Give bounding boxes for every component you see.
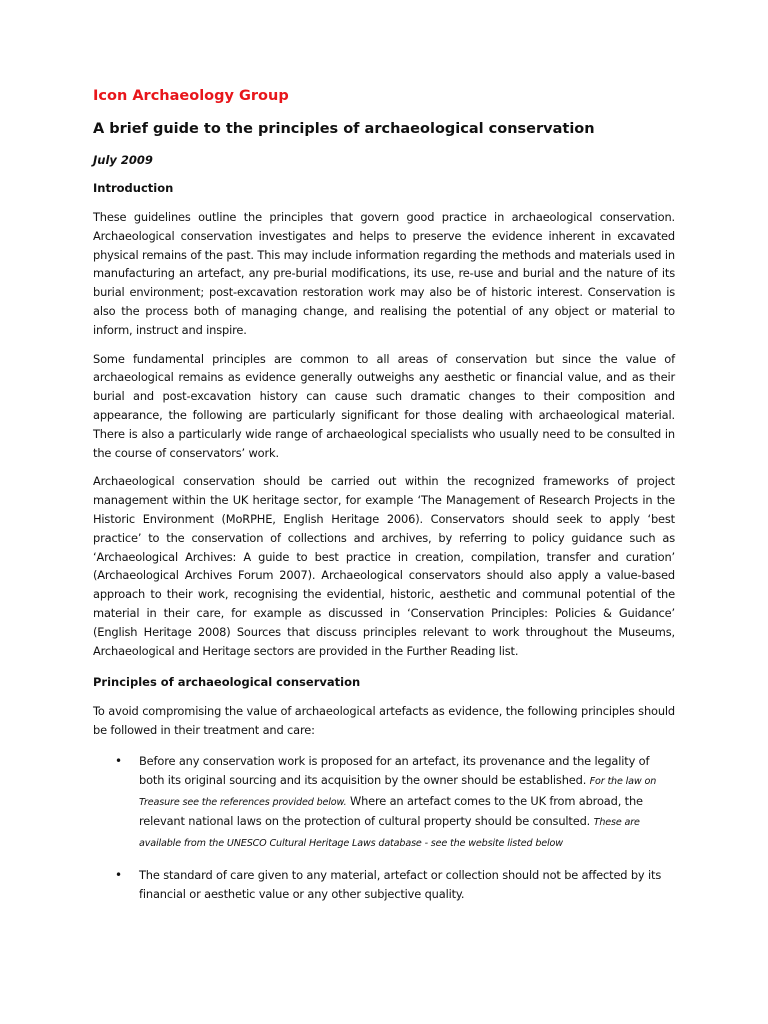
intro-paragraph-1: These guidelines outline the principles that govern good practice in archaeological conservation. Archaeological conservation investigates and helps to preserve the evidence inherent in excavated physical remains of the past. This may include information regarding the methods and materials used in manufacturing an artefact, any pre-burial modifications, its use, re-use and burial and the nature of its burial environment; post-excavation restoration work may also be of historic interest. Conservation is also the process both of managing change, and realising the potential of any object or material to inform, instruct and inspire. [93, 210, 675, 337]
bullet-icon: • [115, 753, 122, 768]
org-name: Icon Archaeology Group [93, 88, 289, 104]
bullet-text: Before any conservation work is proposed for an artefact, its provenance and the legality of both its original sourcing and its acquisition by the owner should be established. [139, 753, 650, 787]
bullet-icon: • [115, 867, 122, 882]
bullet-text: The standard of care given to any material, artefact or collection should not be affected by its financial or aesthetic value or any other subjective quality. [139, 867, 662, 901]
principles-heading: Principles of archaeological conservation [93, 675, 361, 690]
list-item [93, 866, 675, 904]
bullet-note: These are available from the UNESCO Cultural Heritage Laws database - see the website listed below [139, 817, 640, 850]
intro-paragraph-2: Some fundamental principles are common to all areas of conservation but since the value of archaeological remains as evidence generally outweighs any aesthetic or financial value, and as their burial and post-excavation history can cause such dramatic changes to their composition and appearance, the following are particularly significant for those dealing with archaeological material. There is also a particularly wide range of archaeological specialists who usually need to be consulted in the course of conservators’ work. [93, 351, 675, 460]
principles-list [93, 752, 675, 904]
intro-paragraph-3: Archaeological conservation should be carried out within the recognized frameworks of project management within the UK heritage sector, for example ‘The Management of Research Projects in the Historic Environment (MoRPHE, English Heritage 2006). Conservators should seek to apply ‘best practice’ to the conservation of collections and archives, by referring to policy guidance such as ‘Archaeological Archives: A guide to best practice in creation, compilation, transfer and curation’ (Archaeological Archives Forum 2007). Archaeological conservators should also apply a value-based approach to their work, recognising the evidential, historic, aesthetic and communal potential of the material in their care, for example as discussed in ‘Conservation Principles: Policies & Guidance’ (English Heritage 2008) Sources that discuss principles relevant to work throughout the Museums, Archaeological and Heritage sectors are provided in the Further Reading list. [93, 474, 675, 658]
bullet-note: For the law on Treasure see the references provided below. [139, 775, 657, 808]
document-page [93, 86, 675, 916]
list-item [93, 752, 675, 854]
introduction-heading: Introduction [93, 181, 174, 195]
principles-intro: To avoid compromising the value of archaeological artefacts as evidence, the following principles should be followed in their treatment and care: [93, 704, 675, 738]
document-title: A brief guide to the principles of archaeological conservation [93, 121, 595, 137]
document-date: July 2009 [93, 153, 153, 167]
bullet-text: Where an artefact comes to the UK from abroad, the relevant national laws on the protection of cultural property should be consulted. [139, 793, 643, 829]
